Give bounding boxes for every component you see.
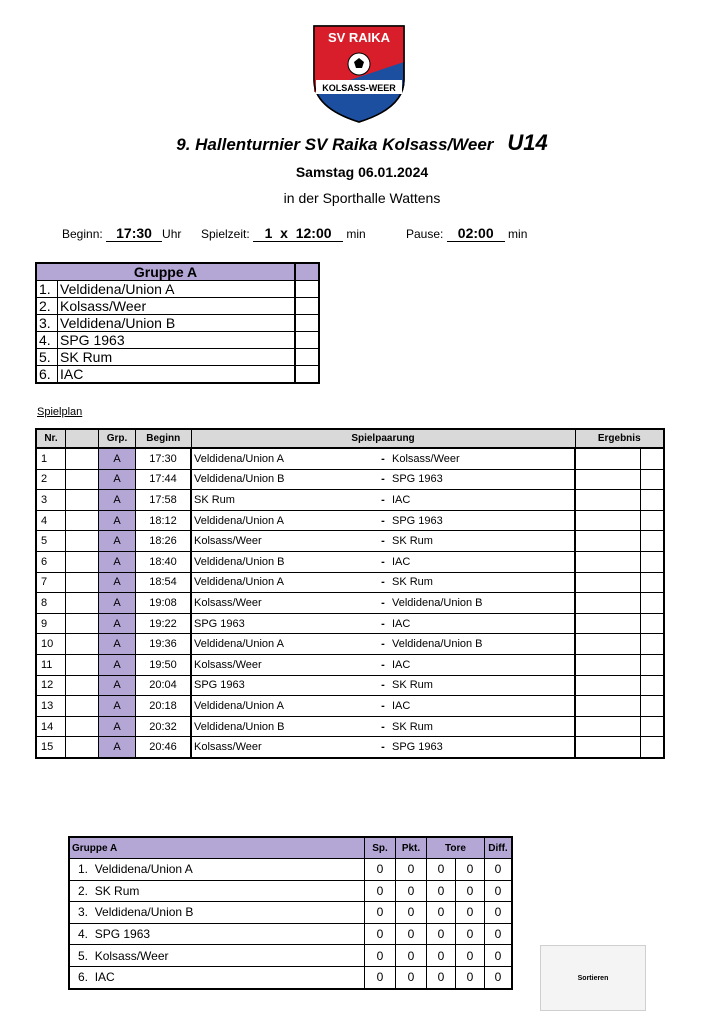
match-nr: 6 xyxy=(36,551,66,572)
standings-diff: 0 xyxy=(485,945,513,967)
match-row xyxy=(36,490,664,511)
match-group: A xyxy=(99,613,136,634)
standings-team xyxy=(69,880,365,902)
match-row xyxy=(36,737,664,758)
match-dash: - xyxy=(376,634,390,655)
match-blank xyxy=(66,696,99,717)
result-away-input[interactable] xyxy=(641,696,665,717)
playtime-x: x xyxy=(280,225,288,241)
match-group: A xyxy=(99,737,136,758)
result-home-input[interactable] xyxy=(575,654,641,675)
tournament-venue: in der Sporthalle Wattens xyxy=(283,190,441,206)
playtime-value: 12:00 xyxy=(295,225,332,241)
standings-sp: 0 xyxy=(365,923,396,945)
match-row xyxy=(36,510,664,531)
match-blank xyxy=(66,490,99,511)
team-name: SPG 1963 xyxy=(58,332,296,349)
result-away-input[interactable] xyxy=(641,469,665,490)
standings-team-name: Kolsass/Weer xyxy=(94,948,169,963)
playtime-label: Spielzeit: xyxy=(201,227,250,241)
match-nr: 15 xyxy=(36,737,66,758)
standings-team xyxy=(69,902,365,924)
team-num: 6. xyxy=(36,366,58,384)
match-blank xyxy=(66,469,99,490)
match-group: A xyxy=(99,490,136,511)
team-num: 2. xyxy=(36,298,58,315)
result-away-input[interactable] xyxy=(641,572,665,593)
begin-info xyxy=(62,225,181,242)
match-nr: 12 xyxy=(36,675,66,696)
match-away: SPG 1963 xyxy=(390,469,575,490)
match-blank xyxy=(66,634,99,655)
match-nr: 4 xyxy=(36,510,66,531)
playtime-count: 1 xyxy=(264,225,273,241)
playtime-info xyxy=(201,225,366,242)
title-text: 9. Hallenturnier SV Raika Kolsass/Weer xyxy=(176,135,494,154)
group-row xyxy=(36,315,319,332)
match-blank xyxy=(66,593,99,614)
match-home: Kolsass/Weer xyxy=(191,654,376,675)
begin-value: 17:30 xyxy=(106,225,162,242)
match-away: Kolsass/Weer xyxy=(390,448,575,469)
standings-goals-for: 0 xyxy=(427,945,456,967)
match-blank xyxy=(66,654,99,675)
match-group: A xyxy=(99,551,136,572)
result-away-input[interactable] xyxy=(641,448,665,469)
standings-diff: 0 xyxy=(485,902,513,924)
match-time: 17:58 xyxy=(136,490,192,511)
result-away-input[interactable] xyxy=(641,675,665,696)
standings-team xyxy=(69,945,365,967)
match-group: A xyxy=(99,654,136,675)
standings-sp: 0 xyxy=(365,902,396,924)
result-away-input[interactable] xyxy=(641,716,665,737)
match-row xyxy=(36,654,664,675)
col-match: Spielpaarung xyxy=(191,429,575,448)
result-home-input[interactable] xyxy=(575,448,641,469)
result-away-input[interactable] xyxy=(641,490,665,511)
col-tore: Tore xyxy=(427,837,485,859)
match-dash: - xyxy=(376,675,390,696)
result-away-input[interactable] xyxy=(641,654,665,675)
match-blank xyxy=(66,572,99,593)
team-num: 4. xyxy=(36,332,58,349)
group-a-table xyxy=(35,262,320,384)
match-row xyxy=(36,551,664,572)
col-pkt: Pkt. xyxy=(396,837,427,859)
standings-pkt: 0 xyxy=(396,859,427,881)
match-home: Kolsass/Weer xyxy=(191,737,376,758)
match-dash: - xyxy=(376,654,390,675)
match-away: Veldidena/Union B xyxy=(390,593,575,614)
match-nr: 14 xyxy=(36,716,66,737)
standings-sp: 0 xyxy=(365,859,396,881)
match-row xyxy=(36,572,664,593)
standings-goals-against: 0 xyxy=(456,902,485,924)
match-group: A xyxy=(99,531,136,552)
standings-pos: 2. xyxy=(78,883,89,898)
match-dash: - xyxy=(376,551,390,572)
match-away: Veldidena/Union B xyxy=(390,634,575,655)
match-row xyxy=(36,716,664,737)
match-nr: 8 xyxy=(36,593,66,614)
pause-label: Pause: xyxy=(406,227,444,241)
spielplan-label: Spielplan xyxy=(37,406,83,418)
group-row xyxy=(36,332,319,349)
group-row xyxy=(36,281,319,298)
result-home-input[interactable] xyxy=(575,531,641,552)
group-row xyxy=(36,366,319,384)
match-row xyxy=(36,675,664,696)
team-num: 1. xyxy=(36,281,58,298)
standings-team-name: IAC xyxy=(94,970,115,985)
result-away-input[interactable] xyxy=(641,634,665,655)
match-home: Veldidena/Union A xyxy=(191,510,376,531)
result-home-input[interactable] xyxy=(575,551,641,572)
match-time: 17:30 xyxy=(136,448,192,469)
match-away: SK Rum xyxy=(390,716,575,737)
group-row xyxy=(36,298,319,315)
result-away-input[interactable] xyxy=(641,531,665,552)
col-diff: Diff. xyxy=(485,837,513,859)
match-dash: - xyxy=(376,572,390,593)
team-num: 3. xyxy=(36,315,58,332)
match-group: A xyxy=(99,696,136,717)
group-side-cell xyxy=(295,332,319,349)
match-time: 17:44 xyxy=(136,469,192,490)
col-blank xyxy=(66,429,99,448)
result-home-input[interactable] xyxy=(575,593,641,614)
col-nr: Nr. xyxy=(36,429,66,448)
match-blank xyxy=(66,448,99,469)
match-blank xyxy=(66,675,99,696)
standings-goals-for: 0 xyxy=(427,859,456,881)
result-away-input[interactable] xyxy=(641,551,665,572)
pause-value: 02:00 xyxy=(447,225,505,242)
match-row xyxy=(36,469,664,490)
result-away-input[interactable] xyxy=(641,613,665,634)
match-home: Kolsass/Weer xyxy=(191,593,376,614)
standings-goals-against: 0 xyxy=(456,966,485,988)
match-home: Veldidena/Union A xyxy=(191,696,376,717)
group-side-cell xyxy=(295,366,319,384)
team-name: SK Rum xyxy=(58,349,296,366)
match-nr: 10 xyxy=(36,634,66,655)
col-sp: Sp. xyxy=(365,837,396,859)
match-group: A xyxy=(99,675,136,696)
tournament-title xyxy=(0,130,724,156)
group-row xyxy=(36,349,319,366)
match-away: SPG 1963 xyxy=(390,510,575,531)
match-dash: - xyxy=(376,531,390,552)
standings-team-name: SPG 1963 xyxy=(94,927,151,942)
match-dash: - xyxy=(376,716,390,737)
svg-text:SV RAIKA: SV RAIKA xyxy=(327,30,391,45)
col-result: Ergebnis xyxy=(575,429,664,448)
match-dash: - xyxy=(376,696,390,717)
standings-row xyxy=(69,859,512,881)
match-dash: - xyxy=(376,737,390,758)
standings-pkt: 0 xyxy=(396,966,427,988)
match-home: SPG 1963 xyxy=(191,675,376,696)
standings-sp: 0 xyxy=(365,880,396,902)
match-home: Veldidena/Union B xyxy=(191,551,376,572)
sort-button[interactable]: Sortieren xyxy=(540,945,646,1011)
standings-pkt: 0 xyxy=(396,902,427,924)
standings-diff: 0 xyxy=(485,880,513,902)
match-dash: - xyxy=(376,613,390,634)
match-nr: 5 xyxy=(36,531,66,552)
begin-unit: Uhr xyxy=(162,227,182,241)
result-away-input[interactable] xyxy=(641,510,665,531)
match-time: 19:08 xyxy=(136,593,192,614)
result-home-input[interactable] xyxy=(575,572,641,593)
match-home: SPG 1963 xyxy=(191,613,376,634)
standings-team xyxy=(69,966,365,988)
standings-goals-against: 0 xyxy=(456,859,485,881)
result-away-input[interactable] xyxy=(641,737,665,758)
standings-sp: 0 xyxy=(365,966,396,988)
match-nr: 11 xyxy=(36,654,66,675)
match-time: 19:36 xyxy=(136,634,192,655)
standings-goals-for: 0 xyxy=(427,880,456,902)
pause-unit: min xyxy=(508,227,528,241)
match-blank xyxy=(66,551,99,572)
standings-pos: 4. xyxy=(78,927,89,942)
match-group: A xyxy=(99,469,136,490)
match-home: Kolsass/Weer xyxy=(191,531,376,552)
result-home-input[interactable] xyxy=(575,490,641,511)
club-logo xyxy=(310,22,408,124)
standings-team-name: Veldidena/Union A xyxy=(94,862,193,877)
match-row xyxy=(36,696,664,717)
match-dash: - xyxy=(376,510,390,531)
match-away: SPG 1963 xyxy=(390,737,575,758)
svg-text:KOLSASS-WEER: KOLSASS-WEER xyxy=(322,83,396,93)
standings-pos: 1. xyxy=(78,862,89,877)
match-home: Veldidena/Union B xyxy=(191,716,376,737)
match-blank xyxy=(66,531,99,552)
result-home-input[interactable] xyxy=(575,675,641,696)
match-blank xyxy=(66,716,99,737)
result-home-input[interactable] xyxy=(575,510,641,531)
group-title: Gruppe A xyxy=(36,263,295,281)
match-dash: - xyxy=(376,490,390,511)
standings-row xyxy=(69,945,512,967)
standings-team-name: SK Rum xyxy=(94,883,140,898)
match-time: 20:32 xyxy=(136,716,192,737)
standings-goals-against: 0 xyxy=(456,923,485,945)
match-dash: - xyxy=(376,593,390,614)
standings-diff: 0 xyxy=(485,859,513,881)
match-group: A xyxy=(99,510,136,531)
standings-goals-for: 0 xyxy=(427,902,456,924)
col-begin: Beginn xyxy=(136,429,192,448)
standings-pos: 5. xyxy=(78,948,89,963)
group-side-cell xyxy=(295,315,319,332)
match-home: Veldidena/Union A xyxy=(191,572,376,593)
standings-team xyxy=(69,923,365,945)
match-row xyxy=(36,613,664,634)
result-home-input[interactable] xyxy=(575,737,641,758)
match-dash: - xyxy=(376,448,390,469)
match-time: 20:04 xyxy=(136,675,192,696)
match-time: 18:12 xyxy=(136,510,192,531)
match-nr: 1 xyxy=(36,448,66,469)
match-time: 20:18 xyxy=(136,696,192,717)
match-time: 18:54 xyxy=(136,572,192,593)
match-group: A xyxy=(99,448,136,469)
match-row xyxy=(36,634,664,655)
standings-goals-against: 0 xyxy=(456,880,485,902)
match-time: 18:40 xyxy=(136,551,192,572)
playtime-unit: min xyxy=(346,227,366,241)
match-row xyxy=(36,448,664,469)
standings-team xyxy=(69,859,365,881)
team-name: Veldidena/Union A xyxy=(58,281,296,298)
match-nr: 7 xyxy=(36,572,66,593)
standings-pkt: 0 xyxy=(396,945,427,967)
match-group: A xyxy=(99,572,136,593)
team-name: Veldidena/Union B xyxy=(58,315,296,332)
group-side-cell xyxy=(295,263,319,281)
standings-pos: 3. xyxy=(78,905,89,920)
standings-pkt: 0 xyxy=(396,880,427,902)
match-group: A xyxy=(99,716,136,737)
standings-goals-against: 0 xyxy=(456,945,485,967)
match-away: IAC xyxy=(390,613,575,634)
team-name: Kolsass/Weer xyxy=(58,298,296,315)
match-away: SK Rum xyxy=(390,572,575,593)
age-group: U14 xyxy=(507,130,548,155)
result-away-input[interactable] xyxy=(641,593,665,614)
match-away: SK Rum xyxy=(390,675,575,696)
match-nr: 13 xyxy=(36,696,66,717)
standings-group: Gruppe A xyxy=(69,837,365,859)
result-home-input[interactable] xyxy=(575,696,641,717)
match-away: SK Rum xyxy=(390,531,575,552)
match-blank xyxy=(66,510,99,531)
result-home-input[interactable] xyxy=(575,634,641,655)
match-away: IAC xyxy=(390,654,575,675)
pause-info xyxy=(406,225,527,242)
result-home-input[interactable] xyxy=(575,613,641,634)
match-time: 19:22 xyxy=(136,613,192,634)
match-home: SK Rum xyxy=(191,490,376,511)
match-home: Veldidena/Union A xyxy=(191,634,376,655)
standings-goals-for: 0 xyxy=(427,923,456,945)
match-group: A xyxy=(99,634,136,655)
result-home-input[interactable] xyxy=(575,469,641,490)
standings-row xyxy=(69,880,512,902)
standings-sp: 0 xyxy=(365,945,396,967)
match-nr: 9 xyxy=(36,613,66,634)
team-name: IAC xyxy=(58,366,296,384)
group-side-cell xyxy=(295,281,319,298)
standings-diff: 0 xyxy=(485,966,513,988)
match-away: IAC xyxy=(390,551,575,572)
standings-row xyxy=(69,902,512,924)
match-home: Veldidena/Union A xyxy=(191,448,376,469)
team-num: 5. xyxy=(36,349,58,366)
match-blank xyxy=(66,613,99,634)
standings-table xyxy=(68,836,513,990)
standings-diff: 0 xyxy=(485,923,513,945)
match-away: IAC xyxy=(390,490,575,511)
standings-pos: 6. xyxy=(78,970,89,985)
schedule-table xyxy=(35,428,665,759)
match-home: Veldidena/Union B xyxy=(191,469,376,490)
standings-team-name: Veldidena/Union B xyxy=(94,905,194,920)
match-nr: 2 xyxy=(36,469,66,490)
match-away: IAC xyxy=(390,696,575,717)
match-group: A xyxy=(99,593,136,614)
standings-row xyxy=(69,966,512,988)
col-grp: Grp. xyxy=(99,429,136,448)
group-side-cell xyxy=(295,349,319,366)
standings-goals-for: 0 xyxy=(427,966,456,988)
standings-pkt: 0 xyxy=(396,923,427,945)
match-row xyxy=(36,593,664,614)
match-time: 18:26 xyxy=(136,531,192,552)
match-time: 20:46 xyxy=(136,737,192,758)
begin-label: Beginn: xyxy=(62,227,103,241)
match-time: 19:50 xyxy=(136,654,192,675)
match-nr: 3 xyxy=(36,490,66,511)
group-side-cell xyxy=(295,298,319,315)
tournament-date: Samstag 06.01.2024 xyxy=(295,164,429,180)
match-row xyxy=(36,531,664,552)
match-blank xyxy=(66,737,99,758)
standings-row xyxy=(69,923,512,945)
match-dash: - xyxy=(376,469,390,490)
result-home-input[interactable] xyxy=(575,716,641,737)
